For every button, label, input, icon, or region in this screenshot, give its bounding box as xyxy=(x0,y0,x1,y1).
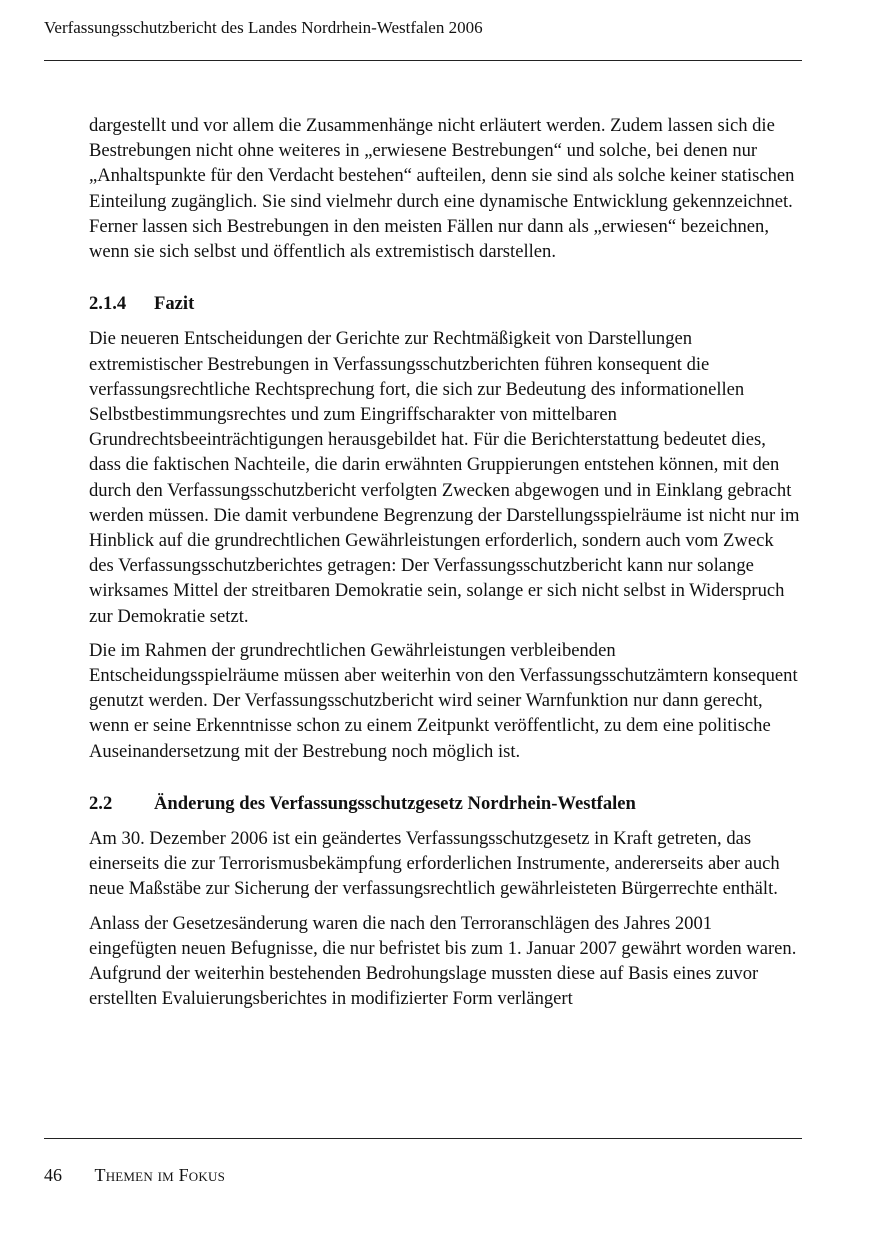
fazit-paragraph-2: Die im Rahmen der grundrechtlichen Gewährleistungen verbleibenden Entscheidungsspielräume müssen aber weiterhin von den Verfassungsschutzämtern konsequent genutzt werden. Der Verfassungsschutzbericht wird seiner Warnfunktion nur dann gerecht, wenn er seine Erkenntnisse schon zu einem Zeitpunkt veröffentlicht, zu dem eine politische Auseinandersetzung mit der Bestrebung noch möglich ist. xyxy=(89,639,798,762)
section-number: 2.2 xyxy=(89,792,113,814)
footer-section-label: Themen im Fokus xyxy=(94,1165,226,1185)
section-title: Fazit xyxy=(154,293,195,315)
footer-rule xyxy=(44,1138,802,1139)
section-number: 2.1.4 xyxy=(89,293,127,315)
running-header: Verfassungsschutzbericht des Landes Nordrhein-Westfalen 2006 xyxy=(44,18,483,37)
section-heading-fazit xyxy=(89,291,802,316)
intro-paragraph: dargestellt und vor allem die Zusammenhänge nicht erläutert werden. Zudem lassen sich die Bestrebungen nicht ohne weiteres in „erwiesene Bestrebungen“ und solche, bei denen nur „Anhaltspunkte für den Verdacht bestehen“ aufteilen, denn sie sind als solche keiner statischen Einteilung zugänglich. Sie sind vielmehr durch eine dynamische Entwicklung gekennzeichnet. Ferner lassen sich Bestrebungen in den meisten Fällen nur dann als „erwiesen“ bezeichnen, wenn sie sich selbst und öffentlich als extremistisch darstellen. xyxy=(89,115,795,263)
section-heading-aenderung xyxy=(89,791,802,816)
header-rule xyxy=(44,60,802,61)
section-title: Änderung des Verfassungsschutzgesetz Nordrhein-Westfalen xyxy=(154,792,636,814)
page-footer xyxy=(44,1163,225,1187)
page-number: 46 xyxy=(44,1165,62,1185)
fazit-paragraph-1: Die neueren Entscheidungen der Gerichte zur Rechtmäßigkeit von Darstellungen extremistischer Bestrebungen in Verfassungsschutzberichten führen konsequent die verfassungsrechtliche Rechtsprechung fort, die sich zur Bedeutung des informationellen Selbstbestimmungsrechtes und zum Eingriffscharakter von mittelbaren Grundrechtsbeeinträchtigungen herausgebildet hat. Für die Berichterstattung bedeutet dies, dass die faktischen Nachteile, die darin erwähnten Gruppierungen entstehen können, mit den durch den Verfassungsschutzbericht verfolgten Zwecken abgewogen und in Einklang gebracht werden müssen. Die damit verbundene Begrenzung der Darstellungsspielräume ist nicht nur im Hinblick auf die grundrechtlichen Gewährleistungen erforderlich, sondern auch vom Zweck des Verfassungsschutzberichtes getragen: Der Verfassungsschutzbericht kann nur solange wirksames Mittel der streitbaren Demokratie sein, solange er sich nicht selbst in Widerspruch zur Demokratie setzt. xyxy=(89,328,800,627)
aenderung-paragraph-2: Anlass der Gesetzesänderung waren die nach den Terroranschlägen des Jahres 2001 eingefügten neuen Befugnisse, die nur befristet bis zum 1. Januar 2007 gewährt worden waren. Aufgrund der weiterhin bestehenden Bedrohungslage mussten diese auf Basis eines zuvor erstellten Evaluierungsberichtes in modifizierter Form verlängert xyxy=(89,912,797,1010)
page-content xyxy=(89,113,802,1012)
aenderung-paragraph-1: Am 30. Dezember 2006 ist ein geändertes Verfassungsschutzgesetz in Kraft getreten, das einerseits die zur Terrorismusbekämpfung erforderlichen Instrumente, andererseits aber auch neue Maßstäbe zur Sicherung der verfassungsrechtlich gewährleisteten Bürgerrechte enthält. xyxy=(89,828,780,900)
